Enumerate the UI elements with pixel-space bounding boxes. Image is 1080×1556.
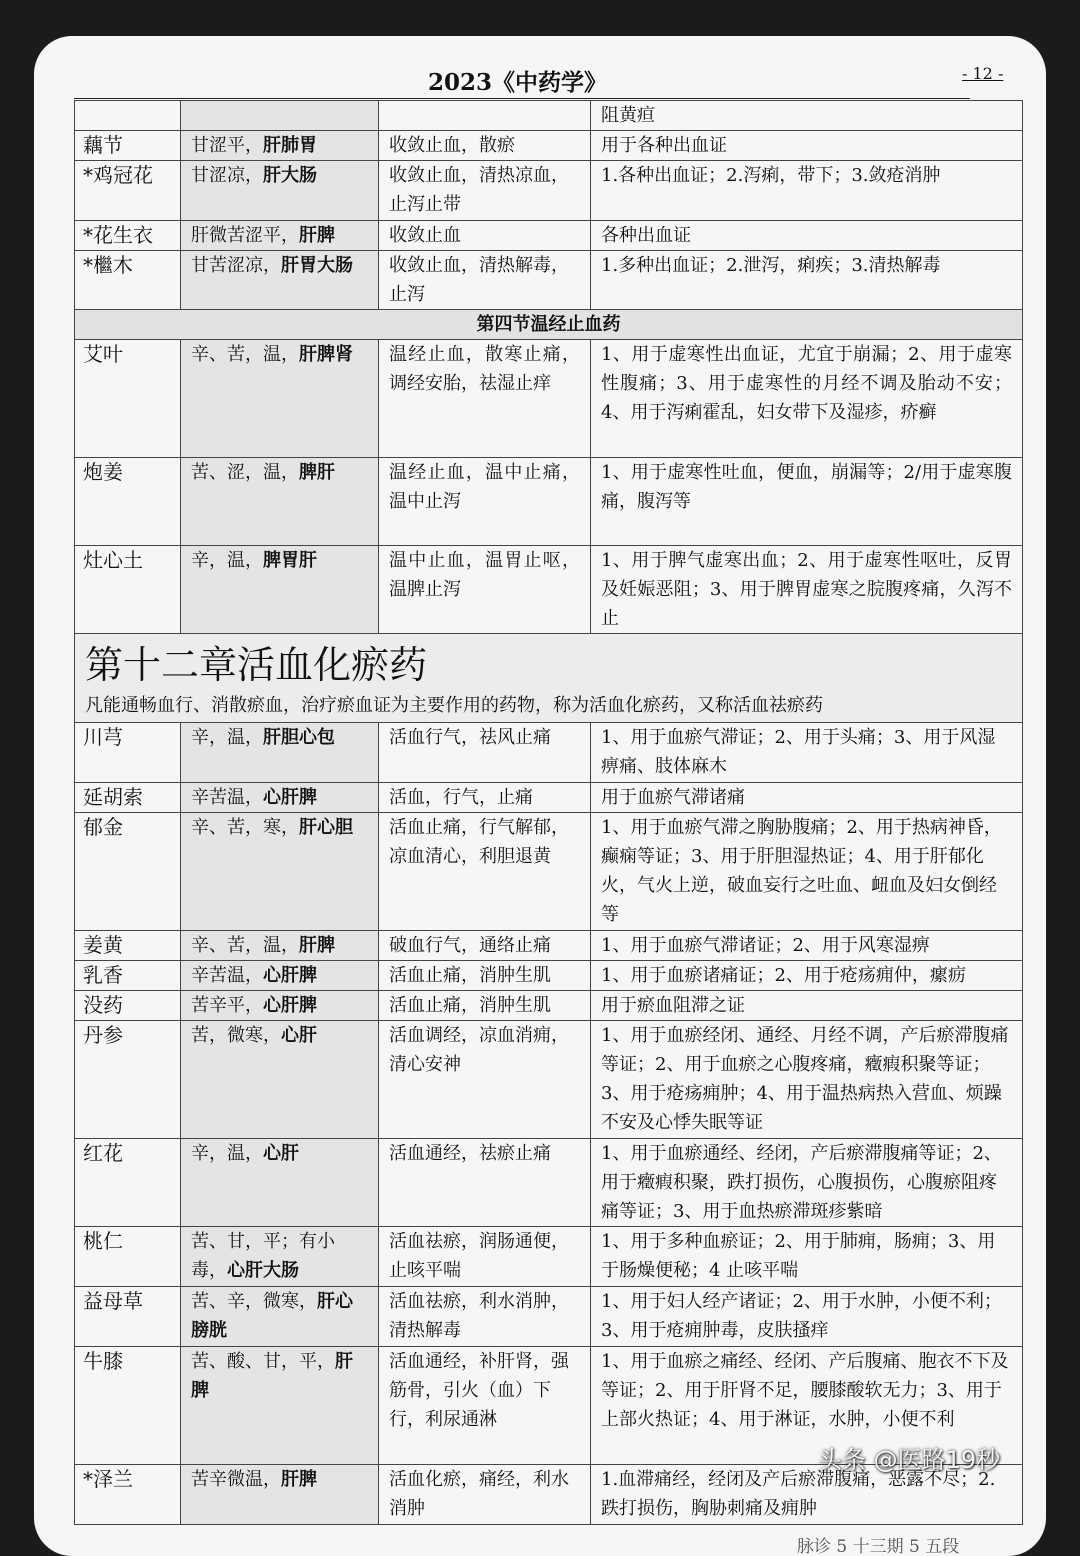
table-row — [75, 131, 1023, 161]
herb-name: 丹参 — [75, 1021, 181, 1139]
table-row — [75, 991, 1023, 1021]
herb-property — [181, 931, 379, 961]
table-row — [75, 783, 1023, 813]
table-row — [75, 1021, 1023, 1139]
herb-function: 收敛止血 — [379, 221, 591, 251]
herb-usage: 1.各种出血证；2.泻痢，带下；3.敛疮消肿 — [591, 161, 1023, 221]
herb-name: 灶心土 — [75, 546, 181, 634]
herb-property — [181, 546, 379, 634]
herb-usage: 1、用于虚寒性吐血，便血，崩漏等；2/用于虚寒腹痛，腹泻等 — [591, 458, 1023, 546]
property-text: 辛苦温， — [191, 787, 263, 808]
herb-function — [379, 101, 591, 131]
table-row — [75, 813, 1023, 931]
herb-name — [75, 101, 181, 131]
herb-usage: 1、用于血瘀气滞诸证；2、用于风寒湿痹 — [591, 931, 1023, 961]
herb-function: 温经止血，温中止痛，温中止泻 — [379, 458, 591, 546]
herb-usage: 1、用于血瘀经闭、通经、月经不调，产后瘀滞腹痛等证；2、用于血瘀之心腹疼痛，癥瘕积聚等证；3、用于疮疡痈肿；4、用于温热病热入营血、烦躁不安及心悸失眠等证 — [591, 1021, 1023, 1139]
table-row — [75, 931, 1023, 961]
meridian-text: 心肝 — [263, 1143, 299, 1164]
meridian-text: 脾肝 — [299, 462, 335, 483]
herb-usage: 1、用于血瘀通经、经闭，产后瘀滞腹痛等证；2、用于癥瘕积聚，跌打损伤，心腹损伤，心腹瘀阻疼痛等证；3、用于血热瘀滞斑疹紫暗 — [591, 1139, 1023, 1227]
property-text: 辛，温， — [191, 550, 263, 571]
table-row — [75, 1287, 1023, 1347]
property-text: 苦辛微温， — [191, 1469, 281, 1490]
herb-name: 艾叶 — [75, 340, 181, 458]
footer-text: 脉诊 5 十三期 5 五段 — [797, 1537, 960, 1556]
herb-property — [181, 783, 379, 813]
herb-usage: 1、用于血瘀之痛经、经闭、产后腹痛、胞衣不下及等证；2、用于肝肾不足，腰膝酸软无力；3、用于上部火热证；4、用于淋证，水肿，小便不利 — [591, 1347, 1023, 1465]
herb-name: 红花 — [75, 1139, 181, 1227]
herb-name: *花生衣 — [75, 221, 181, 251]
table-row — [75, 251, 1023, 310]
property-text: 苦辛平， — [191, 995, 263, 1016]
document-page — [34, 36, 1046, 1556]
property-text: 甘涩平， — [191, 135, 263, 156]
herb-property — [181, 1021, 379, 1139]
meridian-text: 肝心胆 — [299, 817, 353, 838]
meridian-text: 心肝大肠 — [227, 1260, 299, 1281]
herb-usage: 各种出血证 — [591, 221, 1023, 251]
herb-property — [181, 131, 379, 161]
chapter-title: 第十二章活血化瘀药 — [85, 643, 428, 687]
meridian-text: 肝胆心包 — [263, 727, 335, 748]
property-text: 甘涩凉， — [191, 165, 263, 186]
herb-function: 收敛止血，清热解毒，止泻 — [379, 251, 591, 310]
herb-property — [181, 1287, 379, 1347]
herb-usage: 1、用于妇人经产诸证；2、用于水肿，小便不利；3、用于疮痈肿毒，皮肤搔痒 — [591, 1287, 1023, 1347]
herb-property — [181, 991, 379, 1021]
document-title: 2023《中药学》 — [428, 69, 608, 96]
herb-usage: 1.血滞痛经，经闭及产后瘀滞腹痛，恶露不尽；2.跌打损伤，胸胁刺痛及痈肿 — [591, 1465, 1023, 1525]
section-title: 第四节温经止血药 — [75, 310, 1023, 340]
herb-name: 牛膝 — [75, 1347, 181, 1465]
meridian-text: 心肝脾 — [263, 787, 317, 808]
herb-function: 破血行气，通络止痛 — [379, 931, 591, 961]
herb-property — [181, 1465, 379, 1525]
herb-property — [181, 1139, 379, 1227]
meridian-text: 肝脾 — [299, 225, 335, 246]
table-body-b — [75, 340, 1023, 634]
table-row — [75, 723, 1023, 783]
herb-function: 活血祛瘀，利水消肿，清热解毒 — [379, 1287, 591, 1347]
property-text: 苦、涩，温， — [191, 462, 299, 483]
herb-name: *泽兰 — [75, 1465, 181, 1525]
property-text: 苦、酸、甘，平， — [191, 1351, 335, 1372]
chapter-row — [75, 634, 1023, 723]
property-text: 辛、苦，寒， — [191, 817, 299, 838]
meridian-text: 心肝脾 — [263, 995, 317, 1016]
herb-usage: 1、用于血瘀诸痛证；2、用于疮疡痈仲，瘰疬 — [591, 961, 1023, 991]
herb-function: 活血行气，祛风止痛 — [379, 723, 591, 783]
property-text: 辛、苦，温， — [191, 935, 299, 956]
meridian-text: 肝肺胃 — [263, 135, 317, 156]
herb-function: 活血通经，祛瘀止痛 — [379, 1139, 591, 1227]
herb-function: 活血止痛，行气解郁，凉血清心，利胆退黄 — [379, 813, 591, 931]
meridian-text: 心肝脾 — [263, 965, 317, 986]
herb-property — [181, 101, 379, 131]
herb-usage: 1、用于血瘀气滞之胸胁腹痛；2、用于热病神昏，癫痫等证；3、用于肝胆湿热证；4、用于肝郁化火，气火上逆，破血妄行之吐血、衄血及妇女倒经等 — [591, 813, 1023, 931]
herb-usage: 用于各种出血证 — [591, 131, 1023, 161]
herb-name: 乳香 — [75, 961, 181, 991]
herb-function: 活血通经，补肝肾，强筋骨，引火（血）下行，利尿通淋 — [379, 1347, 591, 1465]
herb-function: 活血，行气，止痛 — [379, 783, 591, 813]
section-row — [75, 310, 1023, 340]
meridian-text: 脾胃肝 — [263, 550, 317, 571]
herb-function: 活血祛瘀，润肠通便，止咳平喘 — [379, 1227, 591, 1287]
herb-property — [181, 221, 379, 251]
herb-name: 川芎 — [75, 723, 181, 783]
herb-usage: 1、用于虚寒性出血证，尤宜于崩漏；2、用于虚寒性腹痛；3、用于虚寒性的月经不调及胎动不安；4、用于泻痢霍乱，妇女带下及湿疹，疥癣 — [591, 340, 1023, 458]
herb-property — [181, 161, 379, 221]
herb-name: 炮姜 — [75, 458, 181, 546]
herb-name: *鸡冠花 — [75, 161, 181, 221]
herb-name: 没药 — [75, 991, 181, 1021]
header-rule — [74, 98, 970, 99]
property-text: 肝微苦涩平， — [191, 225, 299, 246]
herb-property — [181, 961, 379, 991]
meridian-text: 肝脾 — [281, 1469, 317, 1490]
herb-property — [181, 458, 379, 546]
herb-function: 温经止血，散寒止痛，调经安胎，祛湿止痒 — [379, 340, 591, 458]
property-text: 苦，微寒， — [191, 1025, 281, 1046]
herb-function: 活血调经，凉血消痈，清心安神 — [379, 1021, 591, 1139]
herb-property — [181, 1227, 379, 1287]
herb-name: 郁金 — [75, 813, 181, 931]
table-row — [75, 1227, 1023, 1287]
herb-function: 温中止血，温胃止呕，温脾止泻 — [379, 546, 591, 634]
herb-name: 益母草 — [75, 1287, 181, 1347]
herb-name: 桃仁 — [75, 1227, 181, 1287]
herb-property — [181, 340, 379, 458]
herb-name: *檵木 — [75, 251, 181, 310]
herb-name: 延胡索 — [75, 783, 181, 813]
herb-usage: 用于瘀血阻滞之证 — [591, 991, 1023, 1021]
herb-name: 藕节 — [75, 131, 181, 161]
property-text: 苦、辛，微寒， — [191, 1291, 317, 1312]
herb-usage: 1、用于血瘀气滞证；2、用于头痛；3、用于风湿痹痛、肢体麻木 — [591, 723, 1023, 783]
meridian-text: 心肝 — [281, 1025, 317, 1046]
herb-function: 收敛止血，散瘀 — [379, 131, 591, 161]
table-row — [75, 961, 1023, 991]
property-text: 辛，温， — [191, 727, 263, 748]
watermark: 头条 @医路19秒 — [818, 1446, 1001, 1474]
table-row — [75, 101, 1023, 131]
herb-usage: 1、用于脾气虚寒出血；2、用于虚寒性呕吐，反胃及妊娠恶阻；3、用于脾胃虚寒之脘腹疼痛，久泻不止 — [591, 546, 1023, 634]
meridian-text: 肝大肠 — [263, 165, 317, 186]
meridian-text: 肝脾 — [299, 935, 335, 956]
table-row — [75, 340, 1023, 458]
herb-property — [181, 723, 379, 783]
herb-function: 活血止痛，消肿生肌 — [379, 961, 591, 991]
table-row — [75, 161, 1023, 221]
table-row — [75, 458, 1023, 546]
property-text: 辛、苦，温， — [191, 344, 299, 365]
table-row — [75, 1139, 1023, 1227]
herb-property — [181, 251, 379, 310]
meridian-text: 肝胃大肠 — [281, 255, 353, 276]
table-row — [75, 221, 1023, 251]
herb-function: 活血止痛，消肿生肌 — [379, 991, 591, 1021]
table-body-c — [75, 723, 1023, 1525]
table-row — [75, 546, 1023, 634]
herb-function: 活血化瘀，痛经，利水消肿 — [379, 1465, 591, 1525]
herb-usage: 用于血瘀气滞诸痛 — [591, 783, 1023, 813]
herb-function: 收敛止血，清热凉血，止泻止带 — [379, 161, 591, 221]
herb-usage: 1、用于多种血瘀证；2、用于肺痈，肠痈；3、用于肠燥便秘；4 止咳平喘 — [591, 1227, 1023, 1287]
table-body-a — [75, 101, 1023, 310]
property-text: 辛，温， — [191, 1143, 263, 1164]
property-text: 甘苦涩凉， — [191, 255, 281, 276]
page-number: - 12 - — [962, 64, 1004, 83]
chapter-description: 凡能通畅血行、消散瘀血，治疗瘀血证为主要作用的药物，称为活血化瘀药，又称活血祛瘀药 — [85, 695, 823, 716]
herb-usage: 1.多种出血证；2.泄泻，痢疾；3.清热解毒 — [591, 251, 1023, 310]
meridian-text: 肝心膀胱 — [191, 1291, 353, 1341]
herb-property — [181, 1347, 379, 1465]
herb-property — [181, 813, 379, 931]
herb-table — [74, 100, 1023, 1525]
meridian-text: 肝脾肾 — [299, 344, 353, 365]
herb-name: 姜黄 — [75, 931, 181, 961]
property-text: 辛苦温， — [191, 965, 263, 986]
meridian-text: 肝脾 — [191, 1351, 353, 1401]
property-text: 苦、甘，平；有小毒， — [191, 1231, 335, 1281]
herb-usage: 阻黄疸 — [591, 101, 1023, 131]
